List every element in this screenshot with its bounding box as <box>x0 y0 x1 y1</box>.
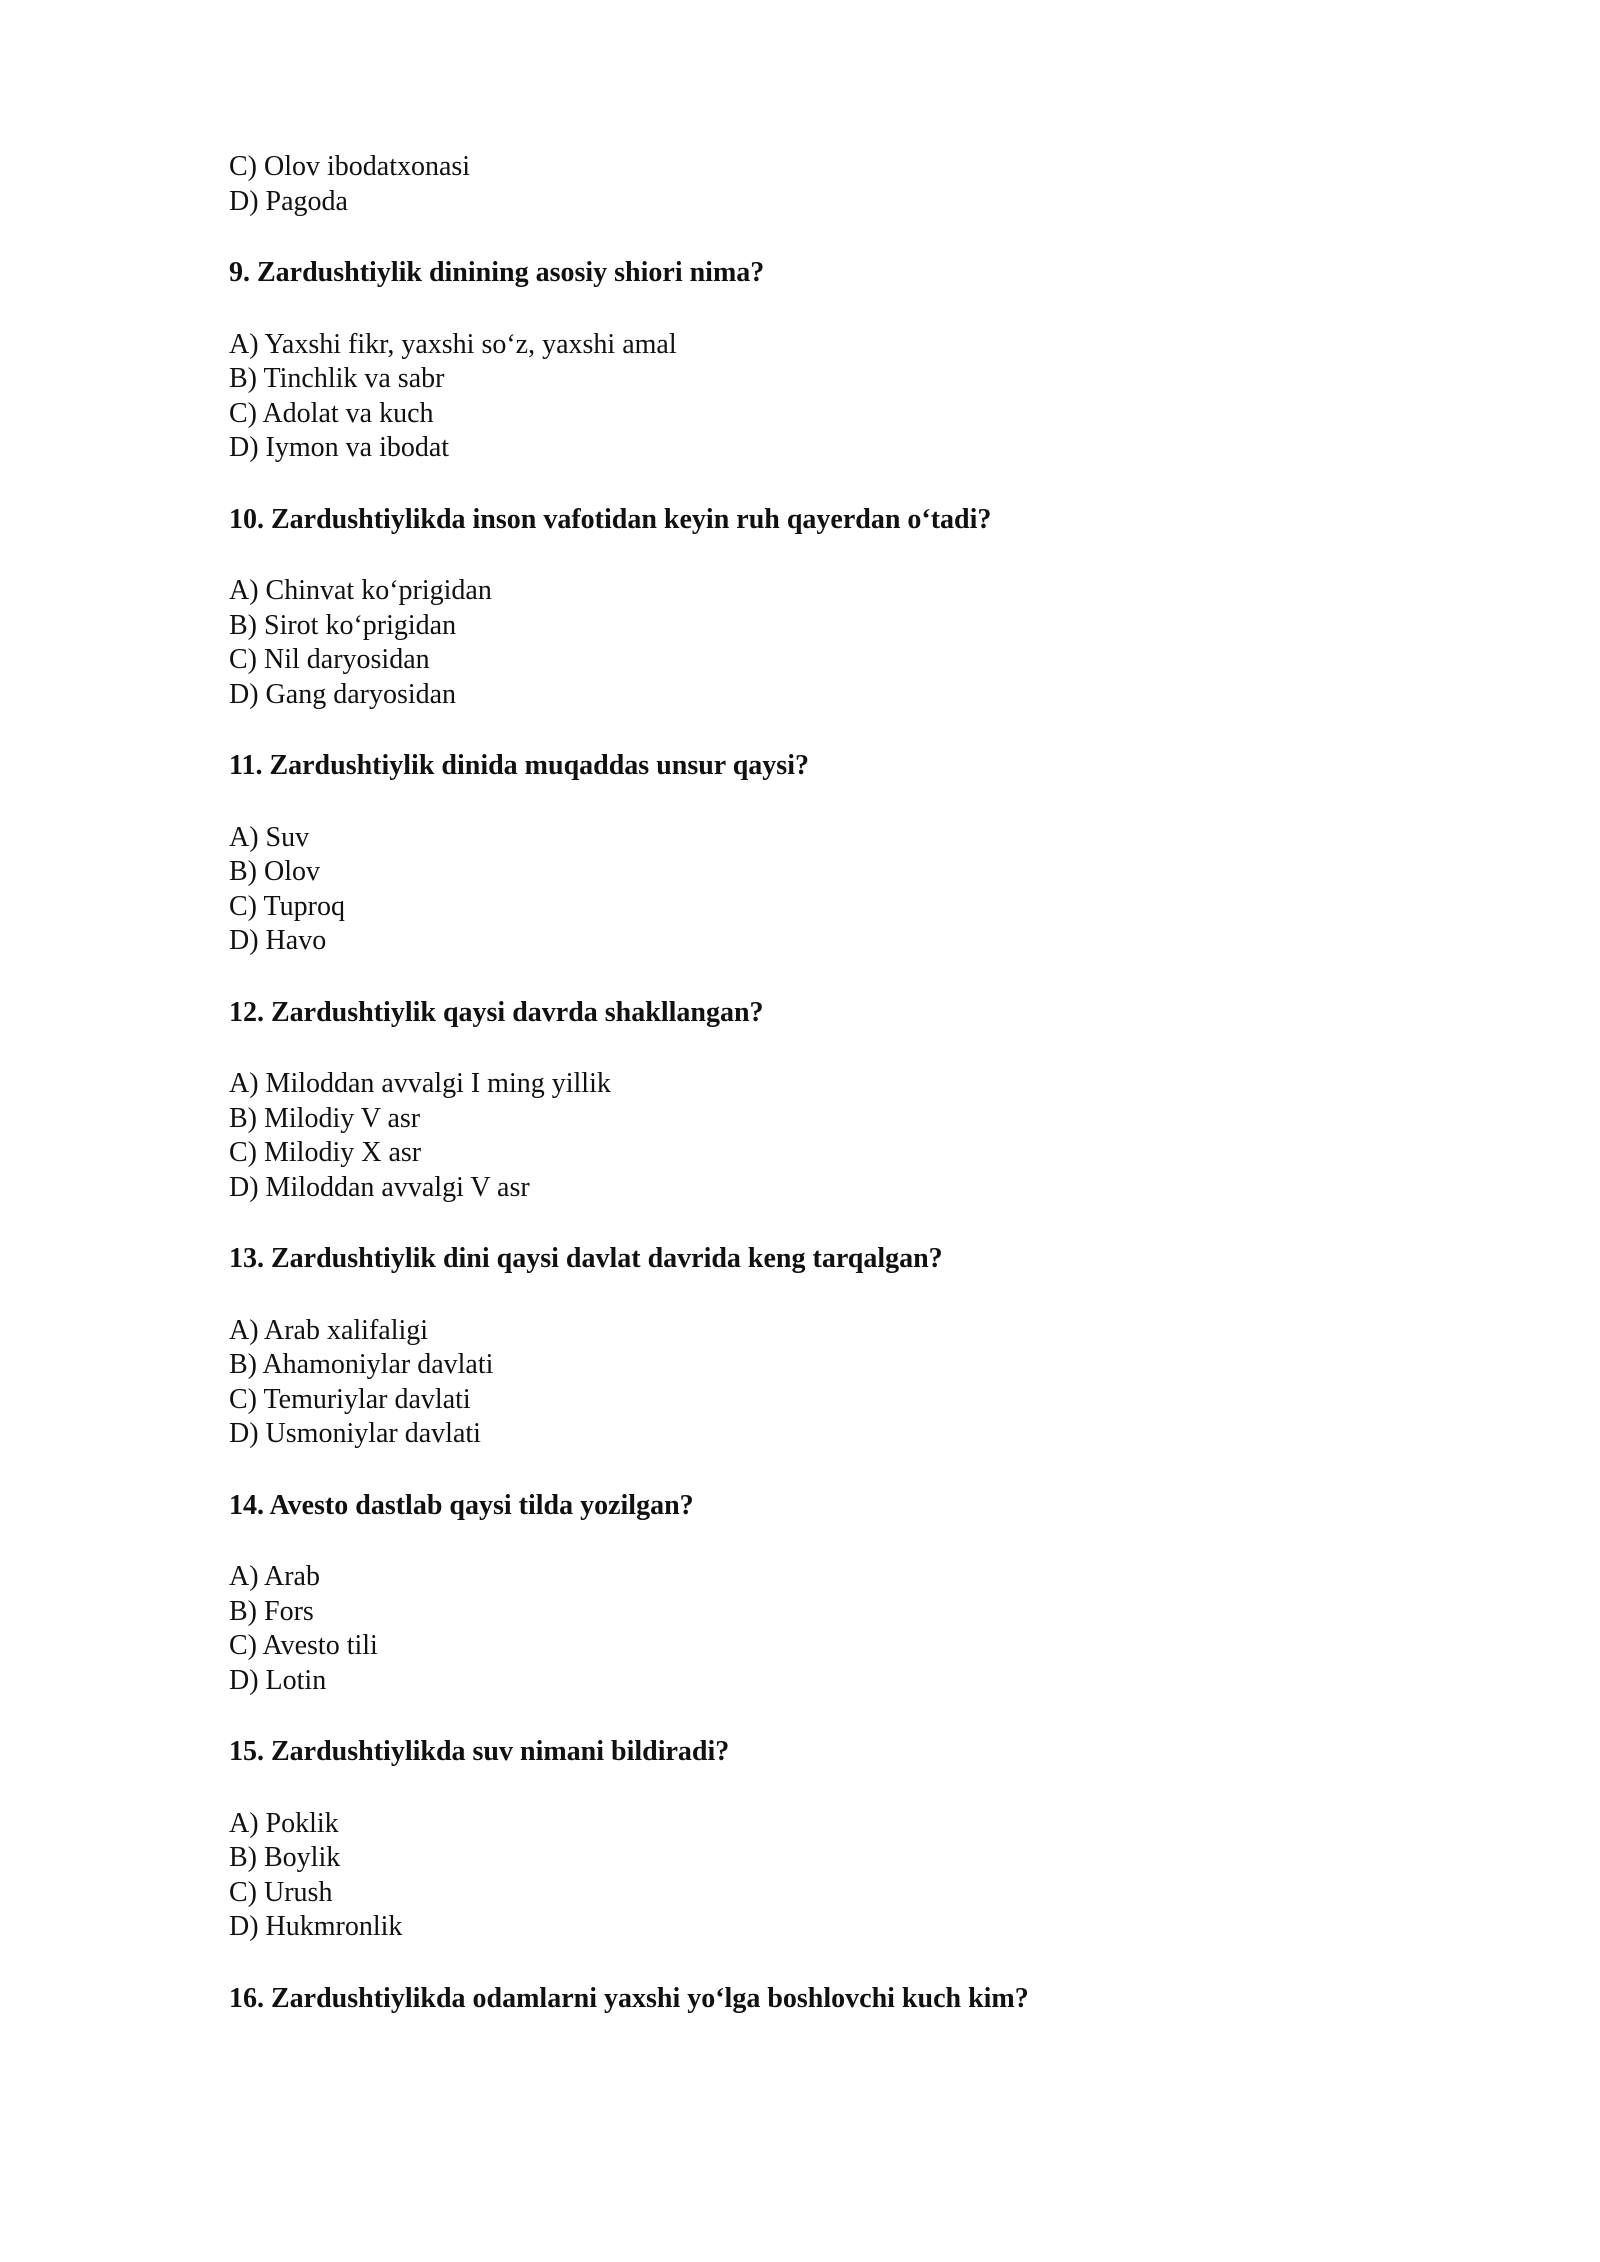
document-page <box>229 150 1429 2016</box>
question-14 <box>229 1489 1429 1699</box>
option-line: A) Yaxshi fikr, yaxshi so‘z, yaxshi amal <box>229 328 677 360</box>
question-text: 11. Zardushtiylik dinida muqaddas unsur qaysi? <box>229 750 809 781</box>
option-line: B) Olov <box>229 856 320 887</box>
option-line: A) Chinvat ko‘prigidan <box>229 575 492 606</box>
option-line: C) Avesto tili <box>229 1630 378 1661</box>
question-text: 13. Zardushtiylik dini qaysi davlat davrida keng tarqalgan? <box>229 1243 943 1274</box>
option-line: D) Pagoda <box>229 185 348 217</box>
option-line: B) Ahamoniylar davlati <box>229 1349 494 1380</box>
question-text: 10. Zardushtiylikda inson vafotidan keyin ruh qayerdan o‘tadi? <box>229 503 992 535</box>
question-text: 16. Zardushtiylikda odamlarni yaxshi yo‘lga boshlovchi kuch kim? <box>229 1982 1029 2014</box>
option-line: C) Adolat va kuch <box>229 397 434 429</box>
option-line: A) Arab <box>229 1561 320 1592</box>
option-line: D) Lotin <box>229 1664 327 1696</box>
option-line: B) Fors <box>229 1595 314 1627</box>
question-text: 14. Avesto dastlab qaysi tilda yozilgan? <box>229 1489 694 1521</box>
question-text: 15. Zardushtiylikda suv nimani bildiradi? <box>229 1736 730 1767</box>
question-12 <box>229 996 1429 1206</box>
question-9 <box>229 256 1429 466</box>
option-line: D) Hukmronlik <box>229 1911 403 1942</box>
leading-options <box>229 150 1429 219</box>
question-13 <box>229 1242 1429 1452</box>
option-line: C) Nil daryosidan <box>229 644 430 675</box>
option-line: C) Tuproq <box>229 890 345 922</box>
option-line: D) Iymon va ibodat <box>229 432 450 463</box>
option-line: D) Havo <box>229 925 327 956</box>
option-line: C) Milodiy X asr <box>229 1137 422 1168</box>
question-text: 9. Zardushtiylik dinining asosiy shiori nima? <box>229 257 765 288</box>
option-line: D) Miloddan avvalgi V asr <box>229 1171 530 1203</box>
option-line: B) Boylik <box>229 1842 341 1873</box>
option-line: C) Olov ibodatxonasi <box>229 151 471 182</box>
question-11 <box>229 749 1429 959</box>
option-line: A) Suv <box>229 821 310 853</box>
question-10 <box>229 503 1429 713</box>
option-line: B) Tinchlik va sabr <box>229 363 445 394</box>
question-text: 12. Zardushtiylik qaysi davrda shakllangan? <box>229 996 764 1028</box>
option-line: A) Poklik <box>229 1807 339 1839</box>
option-line: A) Arab xalifaligi <box>229 1314 429 1346</box>
question-15 <box>229 1735 1429 1945</box>
option-line: C) Urush <box>229 1876 333 1908</box>
option-line: A) Miloddan avvalgi I ming yillik <box>229 1068 611 1099</box>
option-line: D) Gang daryosidan <box>229 678 457 710</box>
question-16 <box>229 1982 1429 2017</box>
option-line: C) Temuriylar davlati <box>229 1383 471 1415</box>
option-line: B) Sirot ko‘prigidan <box>229 609 457 641</box>
option-line: D) Usmoniylar davlati <box>229 1418 481 1449</box>
option-line: B) Milodiy V asr <box>229 1102 421 1134</box>
